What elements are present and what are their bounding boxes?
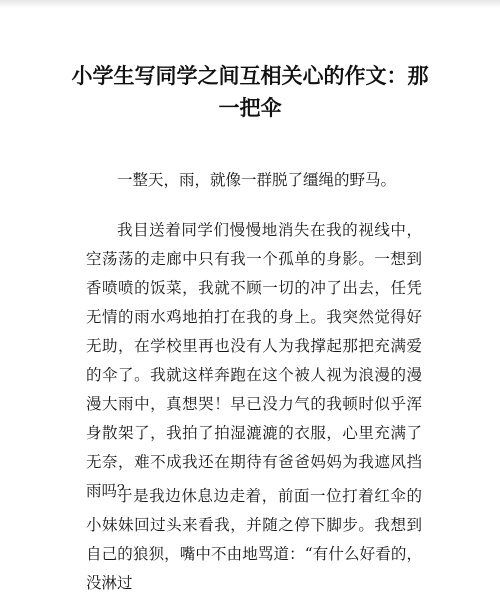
- paragraph-2: 我目送着同学们慢慢地消失在我的视线中，空荡荡的走廊中只有我一个孤单的身影。一想到香喷喷的饭菜，我就不顾一切的冲了出去，任凭无情的雨水鸡地拍打在我的身上。我突然觉得好无助，在学校里再也没有人为我撑起那把充满爱的伞了。我就这样奔跑在这个被人视为浪漫的漫漫大雨中，真想哭！早已没力气的我顿时似乎浑身散架了，我拍了拍湿漉漉的衣服，心里充满了无奈，难不成我还在期待有爸爸妈妈为我遮风挡雨吗？: [86, 221, 422, 500]
- page-top-shadow: [0, 0, 500, 8]
- paragraph-3: 于是我边休息边走着，前面一位打着红伞的小妹妹回过头来看我，并随之停下脚步。我想到自己的狼狈，嘴中不由地骂道：“有什么好看的，没淋过: [86, 487, 422, 592]
- paragraph-1: 一整天，雨，就像一群脱了缰绳的野马。: [117, 171, 397, 189]
- article-title: 小学生写同学之间互相关心的作文：那一把伞: [71, 64, 429, 120]
